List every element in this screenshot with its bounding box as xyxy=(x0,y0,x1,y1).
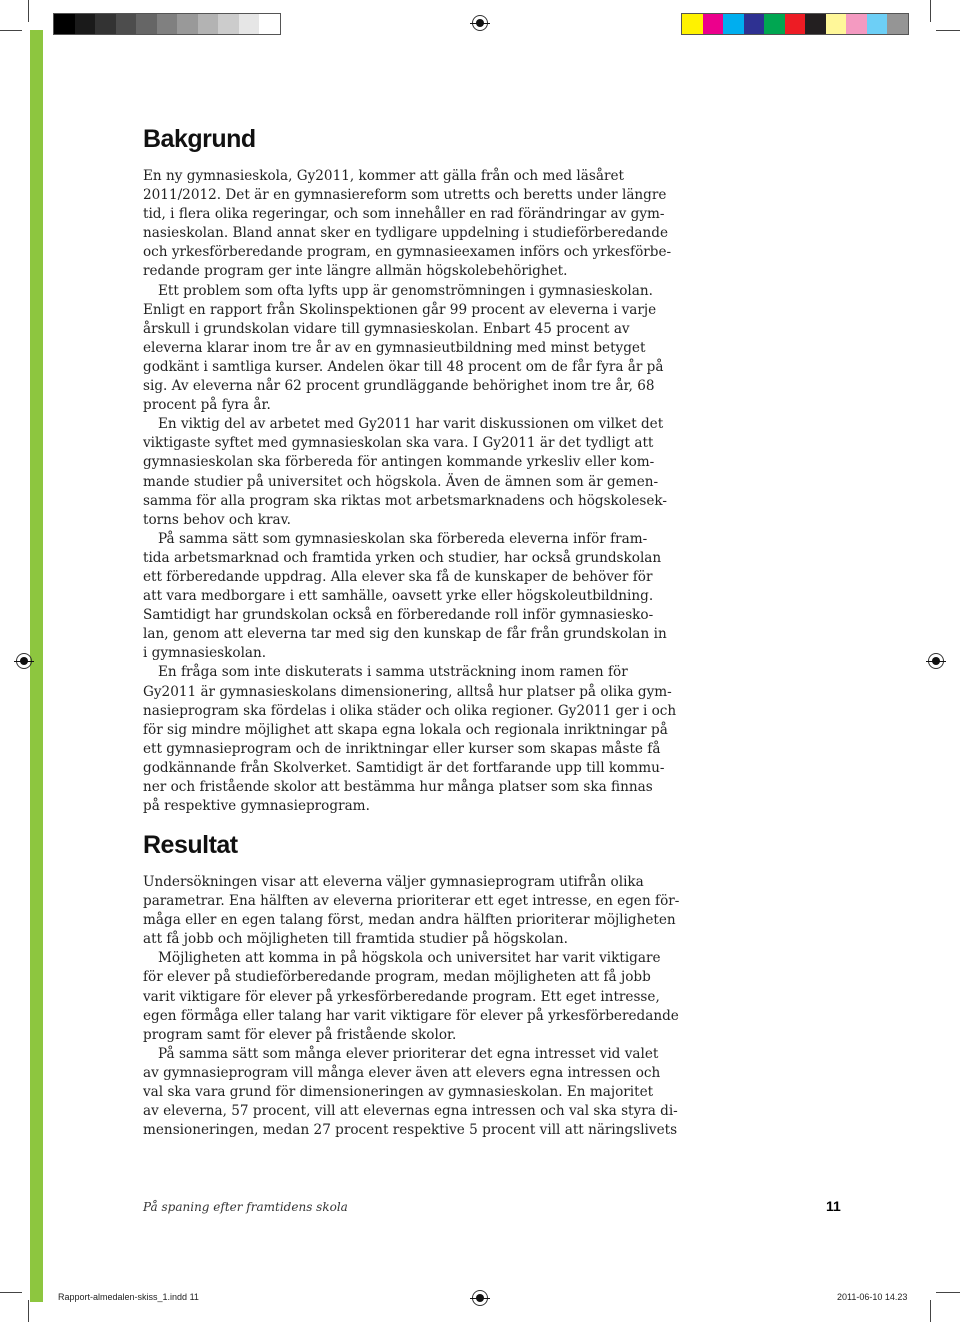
color-swatch xyxy=(826,14,847,34)
registration-mark-icon xyxy=(472,15,488,31)
text-line: viktigaste syftet med gymnasieskolan ska vara. I Gy2011 är det tydligt att xyxy=(143,435,654,452)
text-line: sig. Av eleverna når 62 procent grundläggande behörighet inom tre år, 68 xyxy=(143,378,655,395)
text-line: godkännande från Skolverket. Samtidigt är det fortfarande upp till kommu- xyxy=(143,759,665,776)
crop-mark xyxy=(936,1292,960,1293)
paragraph xyxy=(143,415,667,530)
text-line: Möjligheten att komma in på högskola och universitet har varit viktigare xyxy=(158,950,661,967)
text-line: varit viktigare för elever på yrkesförberedande program. Ett eget intresse, xyxy=(143,988,660,1005)
color-swatch xyxy=(867,14,888,34)
color-swatch xyxy=(177,14,198,34)
text-line: i gymnasieskolan. xyxy=(143,645,267,662)
paragraph xyxy=(143,663,677,816)
text-line: för elever på studieförberedande program, medan möjligheten att få jobb xyxy=(143,969,651,986)
paragraph xyxy=(143,949,679,1044)
color-swatch xyxy=(54,14,75,34)
color-swatch-bar xyxy=(681,13,909,35)
text-line: ett gymnasieprogram och de inriktningar eller kurser som skapas måste få xyxy=(143,740,661,757)
text-line: samma för alla program ska riktas mot arbetsmarknadens och högskolesek- xyxy=(143,492,667,509)
text-line: av gymnasieprogram vill många elever även att elevers egna intressen och xyxy=(143,1064,661,1081)
color-swatch xyxy=(682,14,703,34)
accent-bar xyxy=(30,30,43,1302)
text-line: En ny gymnasieskola, Gy2011, kommer att gälla från och med läsåret xyxy=(143,168,624,184)
color-swatch xyxy=(785,14,806,34)
color-swatch xyxy=(239,14,260,34)
text-line: En fråga som inte diskuterats i samma utsträckning inom ramen för xyxy=(158,664,628,681)
crop-mark xyxy=(0,1292,22,1293)
color-swatch xyxy=(805,14,826,34)
grayscale-swatch-bar xyxy=(53,13,281,35)
text-line: På samma sätt som gymnasieskolan ska förbereda eleverna inför fram- xyxy=(158,530,648,547)
color-swatch xyxy=(703,14,724,34)
text-line: nasieskolan. Bland annat sker en tydligare uppdelning i studieförberedande xyxy=(143,225,669,242)
color-swatch xyxy=(744,14,765,34)
color-swatch xyxy=(75,14,96,34)
text-line: procent på fyra år. xyxy=(143,397,271,414)
text-line: Gy2011 är gymnasieskolans dimensionering, alltså hur platser på olika gym- xyxy=(143,683,672,700)
text-line: måga eller en egen talang först, medan andra hälften prioriterar möjligheten xyxy=(143,912,676,929)
text-line: En viktig del av arbetet med Gy2011 har varit diskussionen om vilket det xyxy=(158,416,664,433)
color-swatch xyxy=(116,14,137,34)
crop-mark xyxy=(28,1300,29,1322)
crop-mark xyxy=(0,30,22,31)
text-line: att vara medborgare i ett samhälle, oavsett yrke eller högskoleutbildning. xyxy=(143,588,654,605)
text-line: Enligt en rapport från Skolinspektionen går 99 procent av eleverna i varje xyxy=(143,301,657,318)
text-line: torns behov och krav. xyxy=(143,511,291,528)
section-heading-bakgrund: Bakgrund xyxy=(143,125,256,153)
text-line: mande studier på universitet och högskola. Även de ämnen som är gemen- xyxy=(143,473,659,490)
section-body-bakgrund xyxy=(143,167,677,816)
color-swatch xyxy=(218,14,239,34)
text-line: lan, genom att eleverna tar med sig den kunskap de får från grundskolan in xyxy=(143,626,667,643)
text-line: Ett problem som ofta lyfts upp är genomströmningen i gymnasieskolan. xyxy=(158,282,653,299)
text-line: egen förmåga eller talang har varit viktigare för elever på yrkesförberedande xyxy=(143,1007,679,1024)
crop-mark xyxy=(930,0,931,22)
color-swatch xyxy=(259,14,280,34)
registration-mark-icon xyxy=(472,1290,488,1306)
color-swatch xyxy=(723,14,744,34)
registration-mark-icon xyxy=(928,653,944,669)
color-swatch xyxy=(198,14,219,34)
color-swatch xyxy=(157,14,178,34)
color-swatch xyxy=(95,14,116,34)
section-heading-resultat: Resultat xyxy=(143,831,238,859)
text-line: Samtidigt har grundskolan också en förberedande roll inför gymnasiesko- xyxy=(143,607,654,624)
text-line: Undersökningen visar att eleverna väljer gymnasieprogram utifrån olika xyxy=(143,874,644,890)
text-line: program samt för elever på fristående skolor. xyxy=(143,1026,457,1043)
paragraph xyxy=(143,282,664,416)
text-line: På samma sätt som många elever prioriterar det egna intresset vid valet xyxy=(158,1045,659,1062)
text-line: att få jobb och möjligheten till framtida studier på högskolan. xyxy=(143,931,568,948)
crop-mark xyxy=(936,30,960,31)
text-line: tid, i flera olika regeringar, och som innehåller en rad förändringar av gym- xyxy=(143,206,665,223)
text-line: för sig mindre möjlighet att skapa egna lokala och regionala inriktningar på xyxy=(143,721,668,738)
paragraph xyxy=(143,873,680,949)
running-footer-title: På spaning efter framtidens skola xyxy=(143,1200,348,1214)
text-line: årskull i grundskolan vidare till gymnasieskolan. Enbart 45 procent av xyxy=(143,320,630,337)
text-line: godkänt i samtliga kurser. Andelen ökar till 48 procent om de får fyra år på xyxy=(143,358,664,375)
text-line: tida arbetsmarknad och framtida yrken och studier, har också grundskolan xyxy=(143,549,662,566)
crop-mark xyxy=(930,1300,931,1322)
crop-mark xyxy=(28,0,29,22)
registration-mark-icon xyxy=(16,653,32,669)
paragraph xyxy=(143,1045,678,1140)
paragraph xyxy=(143,530,667,664)
text-line: 2011/2012. Det är en gymnasiereform som utretts och beretts under längre xyxy=(143,187,667,204)
text-line: och yrkesförberedande program, en gymnasieexamen införs och yrkesförbe- xyxy=(143,244,672,261)
text-line: ner och fristående skolor att bestämma hur många platser som ska finnas xyxy=(143,779,653,795)
color-swatch xyxy=(887,14,908,34)
section-body-resultat xyxy=(143,873,680,1140)
text-line: redande program ger inte längre allmän högskolebehörighet. xyxy=(143,263,568,280)
text-line: eleverna klarar inom tre år av en gymnasieutbildning med minst betyget xyxy=(143,339,646,356)
text-line: nasieprogram ska fördelas i olika städer och olika regioner. Gy2011 ger i och xyxy=(143,702,677,719)
text-line: på respektive gymnasieprogram. xyxy=(143,798,370,815)
text-line: val ska vara grund för dimensioneringen av gymnasieskolan. En majoritet xyxy=(143,1084,654,1101)
color-swatch xyxy=(846,14,867,34)
paragraph xyxy=(143,167,672,282)
color-swatch xyxy=(136,14,157,34)
slug-date: 2011-06-10 14.23 xyxy=(837,1292,908,1302)
text-line: mensioneringen, medan 27 procent respektive 5 procent vill att näringslivets xyxy=(143,1122,678,1139)
text-line: ett förberedande uppdrag. Alla elever ska få de kunskaper de behöver för xyxy=(143,568,653,585)
text-line: parametrar. Ena hälften av eleverna prioriterar ett eget intresse, en egen för- xyxy=(143,893,680,910)
text-line: av eleverna, 57 procent, vill att elevernas egna intressen och val ska styra di- xyxy=(143,1103,678,1120)
text-line: gymnasieskolan ska förbereda för antingen kommande yrkesliv eller kom- xyxy=(143,454,655,471)
slug-filename: Rapport-almedalen-skiss_1.indd 11 xyxy=(58,1292,199,1302)
color-swatch xyxy=(764,14,785,34)
page-number: 11 xyxy=(826,1198,841,1214)
